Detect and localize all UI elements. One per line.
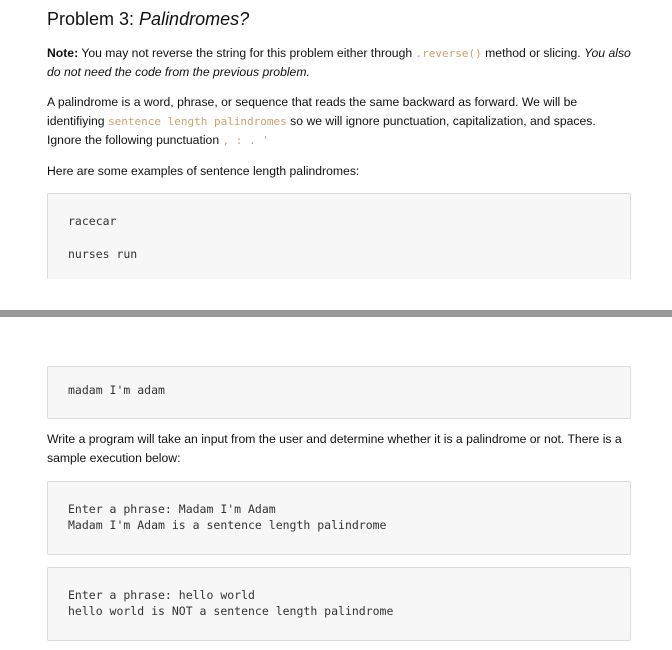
examples-code-block-continued bbox=[47, 366, 631, 419]
sample-line: hello world is NOT a sentence length palindrome bbox=[68, 604, 394, 618]
task-paragraph: Write a program will take an input from the user and determine whether it is a palindrome or not. There is a sample execution below: bbox=[47, 432, 622, 465]
sample-execution-1 bbox=[47, 481, 631, 555]
note-label: Note: bbox=[47, 46, 79, 60]
note-text-1: You may not reverse the string for this problem either through bbox=[78, 46, 416, 60]
sample-execution-2 bbox=[47, 567, 631, 641]
sample-line: Madam I'm Adam is a sentence length palindrome bbox=[68, 518, 387, 532]
example-line: nurses run bbox=[68, 247, 138, 261]
title-emphasis: Palindromes? bbox=[139, 9, 250, 29]
note-code: .reverse() bbox=[415, 47, 482, 60]
note-emphasis: You also do not need the code from the previous problem. bbox=[47, 46, 631, 79]
example-line: racecar bbox=[68, 214, 117, 228]
title-prefix: Problem 3: bbox=[47, 9, 140, 29]
sample-line: Enter a phrase: hello world bbox=[68, 588, 255, 602]
note-text-2: method or slicing. bbox=[481, 46, 585, 60]
punctuation-code: , : . ' bbox=[222, 134, 269, 147]
page-title bbox=[47, 9, 249, 30]
examples-intro: Here are some examples of sentence length palindromes: bbox=[47, 164, 360, 178]
example-line: madam I'm adam bbox=[68, 383, 165, 397]
definition-paragraph bbox=[47, 93, 633, 150]
definition-code: sentence length palindromes bbox=[107, 115, 287, 128]
examples-code-block bbox=[47, 193, 631, 279]
definition-text-2: so we will ignore punctuation, capitalization, and spaces. Ignore the following punctuation bbox=[47, 114, 596, 147]
note-paragraph bbox=[47, 44, 633, 82]
sample-line: Enter a phrase: Madam I'm Adam bbox=[68, 502, 276, 516]
definition-text-1: A palindrome is a word, phrase, or sequence that reads the same backward as forward. We will be identifiying bbox=[47, 95, 578, 128]
page-divider bbox=[0, 310, 672, 317]
